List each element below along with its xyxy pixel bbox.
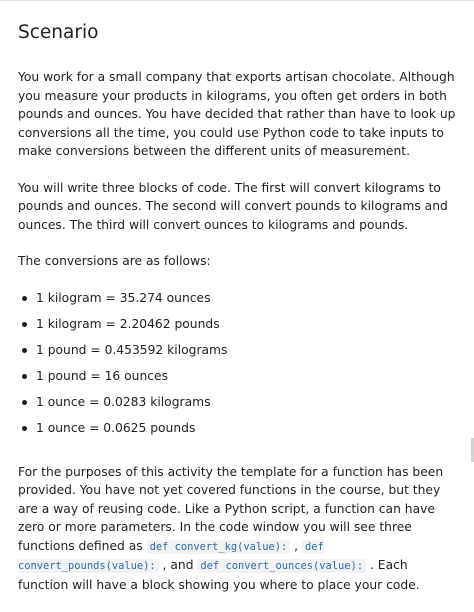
code-convert-ounces: def convert_ounces(value): <box>197 559 366 573</box>
code-convert-pounds: def convert_pounds(value): <box>18 540 324 572</box>
list-item: 1 kilogram = 35.274 ounces <box>18 285 458 311</box>
list-item: 1 kilogram = 2.20462 pounds <box>18 311 458 337</box>
conversion-list <box>18 285 458 441</box>
task-paragraph: You will write three blocks of code. The first will convert kilograms to pounds and ounces. The second will convert pounds to kilograms and ounces. The third will convert ounces to kilograms and pounds. <box>18 180 448 232</box>
top-divider <box>0 0 474 1</box>
list-item: 1 pound = 16 ounces <box>18 363 458 389</box>
list-item: 1 ounce = 0.0625 pounds <box>18 415 458 441</box>
function-text-end: . Each function will have a block showing you where to place your code. <box>18 558 420 592</box>
list-item: 1 ounce = 0.0283 kilograms <box>18 389 458 415</box>
separator-text: , and <box>158 558 198 572</box>
section-heading: Scenario <box>18 22 99 43</box>
code-convert-kg: def convert_kg(value): <box>147 540 291 554</box>
separator-text: , <box>290 538 302 553</box>
intro-paragraph: You work for a small company that exports artisan chocolate. Although you measure your products in kilograms, you often get orders in both pounds and ounces. You have decided that rather than have to look up conversions all the time, you could use Python code to take inputs to make conversions between the different units of measurement. <box>18 70 456 158</box>
list-item: 1 pound = 0.453592 kilograms <box>18 337 458 363</box>
function-paragraph <box>18 463 458 595</box>
conversions-intro: The conversions are as follows: <box>18 254 211 268</box>
scenario-section <box>18 20 458 612</box>
function-text-start: For the purposes of this activity the template for a function has been provided. You have not yet covered functions in the course, but they are a way of reusing code. Like a Python script, a function can have zero or more parameters. In the code window you will see three functions defined as <box>18 464 444 553</box>
